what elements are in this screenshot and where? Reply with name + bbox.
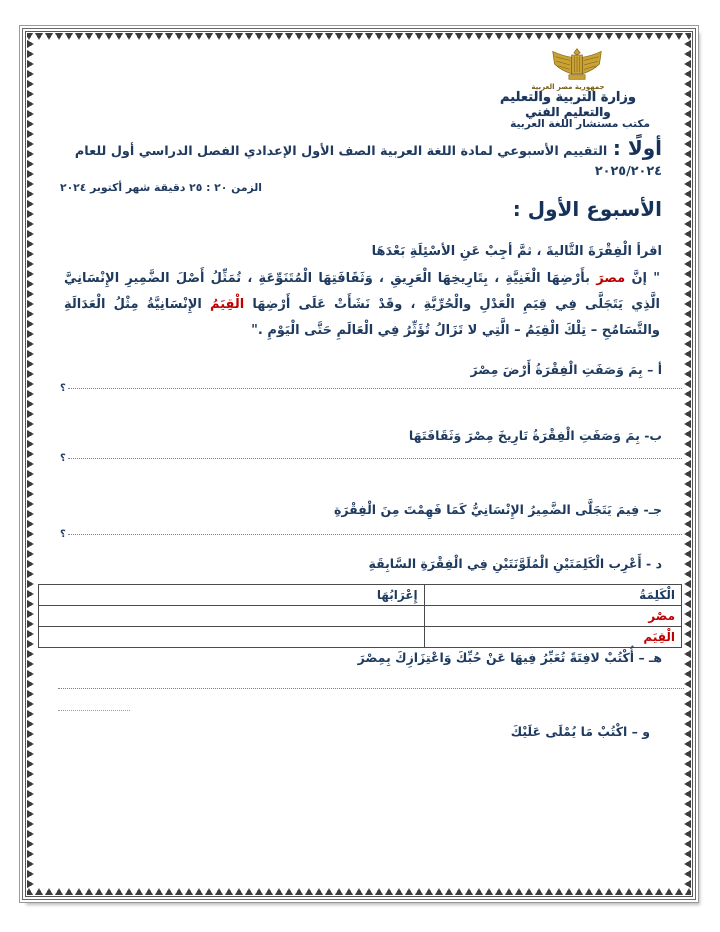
question-mark-b: ؟ — [60, 453, 66, 464]
reading-passage — [64, 266, 660, 344]
answer-dots-b — [68, 446, 682, 459]
column-header-word: الْكَلِمَةُ — [424, 585, 681, 606]
answer-line-a — [60, 376, 682, 394]
column-header-parse: إِعْرَابُهَا — [39, 585, 425, 606]
table-row — [39, 606, 682, 627]
zigzag-border-left — [27, 40, 34, 888]
passage-part1: " إنَّ — [625, 271, 660, 286]
week-heading: الأسبوع الأول : — [512, 197, 662, 221]
question-mark-c: ؟ — [60, 529, 66, 540]
ordinal-label: أولًا : — [612, 136, 662, 160]
time-note: الزمن ٢٠ : ٢٥ دقيقة شهر أكتوبر ٢٠٢٤ — [60, 181, 262, 194]
question-e: هـ – أُكْتُبْ لافِتَةً تُعَبِّرُ فِيهَا عَنْ حُبِّكَ وَاعْتِزَازِكَ بِمِصْرَ — [357, 650, 662, 665]
question-c: جـ- فِيمَ يَتَجَلَّى الضَّمِيرُ الإِنْسَانِيُّ كَمَا فَهِمْتَ مِنَ الْفِقْرَةِ — [333, 502, 662, 517]
republic-name: جمهورية مصر العربية — [531, 83, 605, 91]
word-cell-qiyam: الْقِيَم — [424, 627, 681, 648]
exam-title-row — [58, 136, 662, 179]
question-b: ب- بِمَ وَصَفَتِ الْفِقْرَةُ تَارِيخَ مِصْرَ وَثَقَافَتَهَا — [408, 428, 662, 443]
passage-part2: بأَرْضِهَا الْغَنِيَّةِ ، بِتَارِيخِهَا الْعَرِيقِ ، وَثَقَافَتِهَا الْمُتَنَوِّعَةِ ، تُمَثِّلُ أَصْلَ الضَّمِيرِ الإِنْسَانِيَّ الَّذِي يَتَجَلَّى فِي قِيَمِ الْعَدْلِ والْحُرِّيَّةِ ، وقَدْ نَشَأَتْ عَلَى أَرْضِهَا — [64, 271, 660, 312]
question-mark-a: ؟ — [60, 383, 66, 394]
arabic-advisor-office: مكتب مستشار اللغة العربية — [510, 118, 650, 130]
ministry-name-line2: والتعليم الفني — [525, 104, 611, 119]
banner-answer-line-long — [58, 676, 684, 689]
eagle-of-saladin-icon — [548, 46, 606, 82]
ministry-name-block — [488, 83, 648, 120]
parse-cell-misr — [39, 606, 425, 627]
answer-dots-a — [68, 376, 682, 389]
reading-instruction: اقرأ الْفِقْرَةَ التَّاليةَ ، ثمَّ أجِبْ عَنِ الأسْئِلَةِ بَعْدَهَا — [371, 244, 662, 259]
word-cell-misr: مصْر — [424, 606, 681, 627]
zigzag-border-right — [684, 40, 691, 888]
answer-line-c — [60, 522, 682, 540]
table-header-row — [39, 585, 682, 606]
table-row — [39, 627, 682, 648]
parse-cell-qiyam — [39, 627, 425, 648]
answer-dots-c — [68, 522, 682, 535]
question-f: و – اكْتُبْ مَا يُمْلَى عَلَيْكَ — [510, 724, 650, 739]
zigzag-border-bottom — [27, 888, 691, 895]
banner-answer-line-short — [58, 698, 130, 711]
question-d: د - أَعْرِب الْكَلِمَتَيْنِ الْمُلَوَّنَتَيْنِ فِي الْفِقْرَةِ السَّابِقَةِ — [368, 556, 662, 571]
zigzag-border-top — [27, 33, 691, 40]
ministry-name-line1: وزارة التربية والتعليم — [500, 90, 636, 106]
passage-colored-word-misr: مصرَ — [596, 271, 626, 286]
question-a: أ – بِمَ وَصَفَتِ الْفِقْرَةُ أَرْضَ مِصْرَ — [470, 362, 662, 377]
answer-line-b — [60, 446, 682, 464]
passage-colored-word-qiyam: الْقِيَمُ — [210, 297, 245, 312]
passage-part3: الإِنْسَانِيَّةُ مِثْلُ الْعَدَالَةِ والتَّسَامُحِ – تِلْكَ الْقِيَمُ – الَّتِي لا تَزَالُ تُؤَثِّرُ فِي الْعَالَمِ حَتَّى الْيَوْمِ ." — [64, 297, 660, 338]
parsing-table — [38, 584, 682, 648]
exam-title: التقييم الأسبوعي لمادة اللغة العربية الصف الأول الإعدادي الفصل الدراسي أول للعام ٢٠٢٥/٢٠٢٤ — [74, 144, 662, 179]
